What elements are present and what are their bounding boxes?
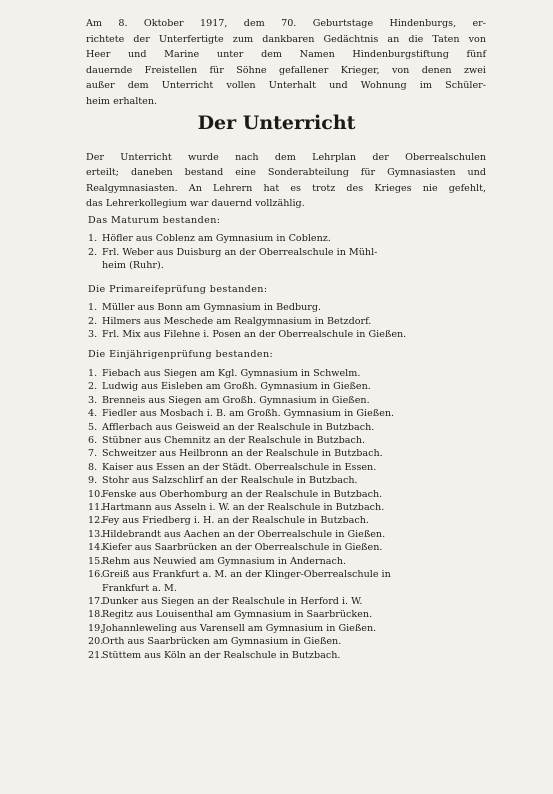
item-number: 8. [88,461,98,473]
item-text: Brenneis aus Siegen am Großh. Gymnasium in Gießen. [102,394,370,406]
list-item [88,501,488,514]
item-number: 1. [88,302,98,313]
item-text: Höfler aus Coblenz am Gymnasium in Coblenz. [102,233,331,244]
item-number: 17. [88,595,104,607]
list-item [88,232,488,246]
item-text: Stohr aus Salzschlirf an der Realschule in Butzbach. [102,475,358,487]
item-number: 20. [88,636,104,648]
item-text: Regitz aus Louisenthal am Gymnasium in Saarbrücken. [102,609,373,621]
intro-line: heim erhalten. [86,95,158,107]
item-number: 5. [88,421,98,433]
item-text: Johannleweling aus Varensell am Gymnasium in Gießen. [102,622,377,634]
list-item [88,635,488,648]
list-item [88,555,488,568]
item-number: 15. [88,555,104,567]
item-number: 10. [88,488,104,500]
item-text: heim (Ruhr). [102,260,164,271]
item-text: Frankfurt a. M. [102,582,177,594]
paragraph-line: Realgymnasiasten. An Lehrern hat es trotz des Krieges nie gefehlt, [86,182,486,194]
item-number: 3. [88,394,98,406]
intro-line: außer dem Unterricht vollen Unterhalt und Wohnung im Schüler- [86,80,486,92]
list-item [88,421,488,434]
item-text: Müller aus Bonn am Gymnasium in Bedburg. [102,302,322,313]
item-number: 21. [88,649,104,661]
list-item [88,447,488,460]
list-item [88,488,488,501]
item-text: Fey aus Friedberg i. H. an der Realschule in Butzbach. [102,515,369,527]
list-maturum [88,232,488,273]
list-item [88,541,488,554]
intro-line: Heer und Marine unter dem Namen Hindenburgstiftung fünf [86,49,486,61]
list-primareife [88,301,488,342]
item-text: Fiebach aus Siegen am Kgl. Gymnasium in Schwelm. [102,368,361,379]
item-number: 4. [88,408,98,420]
body-paragraph [86,150,486,211]
list-item [88,474,488,487]
list-item [88,394,488,407]
item-number: 13. [88,528,104,540]
item-number: 12. [88,515,104,527]
item-number: 11. [88,502,104,514]
item-number: 18. [88,609,104,621]
paragraph-line: Der Unterricht wurde nach dem Lehrplan der Oberrealschulen [86,152,486,163]
item-text: Rehm aus Neuwied am Gymnasium in Andernach. [102,555,347,567]
item-number: 2. [88,315,98,327]
item-number: 7. [88,448,98,460]
item-text: Frl. Weber aus Duisburg an der Oberrealschule in Mühl- [102,246,378,258]
section-heading: Der Unterricht [197,112,356,134]
intro-line: dauernde Freistellen für Söhne gefallener Krieger, von denen zwei [86,64,486,76]
item-number: 16. [88,569,104,581]
list-item [88,367,488,380]
item-text: Kaiser aus Essen an der Städt. Oberrealschule in Essen. [102,461,377,473]
item-text: Hartmann aus Asseln i. W. an der Realschule in Butzbach. [102,502,385,514]
item-text: Greiß aus Frankfurt a. M. an der Klinger-Oberrealschule in [102,569,391,581]
section-title-maturum: Das Maturum bestanden: [88,215,221,226]
item-text: Fiedler aus Mosbach i. B. am Großh. Gymnasium in Gießen. [102,408,395,420]
item-text: Stübner aus Chemnitz an der Realschule in Butzbach. [102,435,366,447]
list-item [88,514,488,527]
item-number: 14. [88,542,104,554]
item-text: Fenske aus Oberhomburg an der Realschule in Butzbach. [102,488,383,500]
paragraph-line: das Lehrerkollegium war dauernd vollzählig. [86,197,305,209]
list-item [88,649,488,662]
item-number: 1. [88,368,98,379]
item-number: 3. [88,329,98,340]
list-item [88,528,488,541]
list-item [88,461,488,474]
item-text: Ludwig aus Eisleben am Großh. Gymnasium in Gießen. [102,381,371,393]
item-text: Afflerbach aus Geisweid an der Realschule in Butzbach. [102,421,375,433]
item-number: 1. [88,233,98,244]
item-text: Frl. Mix aus Filehne i. Posen an der Oberrealschule in Gießen. [102,329,407,340]
item-text: Hildebrandt aus Aachen an der Oberrealschule in Gießen. [102,528,386,540]
item-text: Orth aus Saarbrücken am Gymnasium in Gießen. [102,636,342,648]
list-item [88,315,488,329]
section-title-einjaehrigen: Die Einjährigenprüfung bestanden: [88,349,274,360]
item-text: Stüttem aus Köln an der Realschule in Butzbach. [102,649,341,661]
item-text: Kiefer aus Saarbrücken an der Oberrealschule in Gießen. [102,542,383,554]
paragraph-line: erteilt; daneben bestand eine Sonderabteilung für Gymnasiasten und [86,167,486,179]
list-item [88,328,488,342]
list-item [88,608,488,621]
item-number: 2. [88,246,98,258]
item-number: 2. [88,381,98,393]
list-item [88,568,488,595]
list-item [88,407,488,420]
list-einjaehrigen [88,367,488,662]
item-number: 6. [88,435,98,447]
list-item [88,622,488,635]
item-number: 9. [88,475,98,487]
item-text: Schweitzer aus Heilbronn an der Realschule in Butzbach. [102,448,383,460]
list-item [88,301,488,315]
list-item [88,595,488,608]
list-item [88,246,488,273]
list-item [88,434,488,447]
intro-line: Am 8. Oktober 1917, dem 70. Geburtstage Hindenburgs, er- [86,18,486,29]
item-text: Hilmers aus Meschede am Realgymnasium in Betzdorf. [102,315,372,327]
intro-paragraph [86,16,486,110]
item-number: 19. [88,622,104,634]
list-item [88,380,488,393]
section-title-primareife: Die Primareifeprüfung bestanden: [88,284,268,295]
intro-line: richtete der Unterfertigte zum dankbaren Gedächtnis an die Taten von [86,33,486,45]
item-text: Dunker aus Siegen an der Realschule in Herford i. W. [102,595,363,607]
